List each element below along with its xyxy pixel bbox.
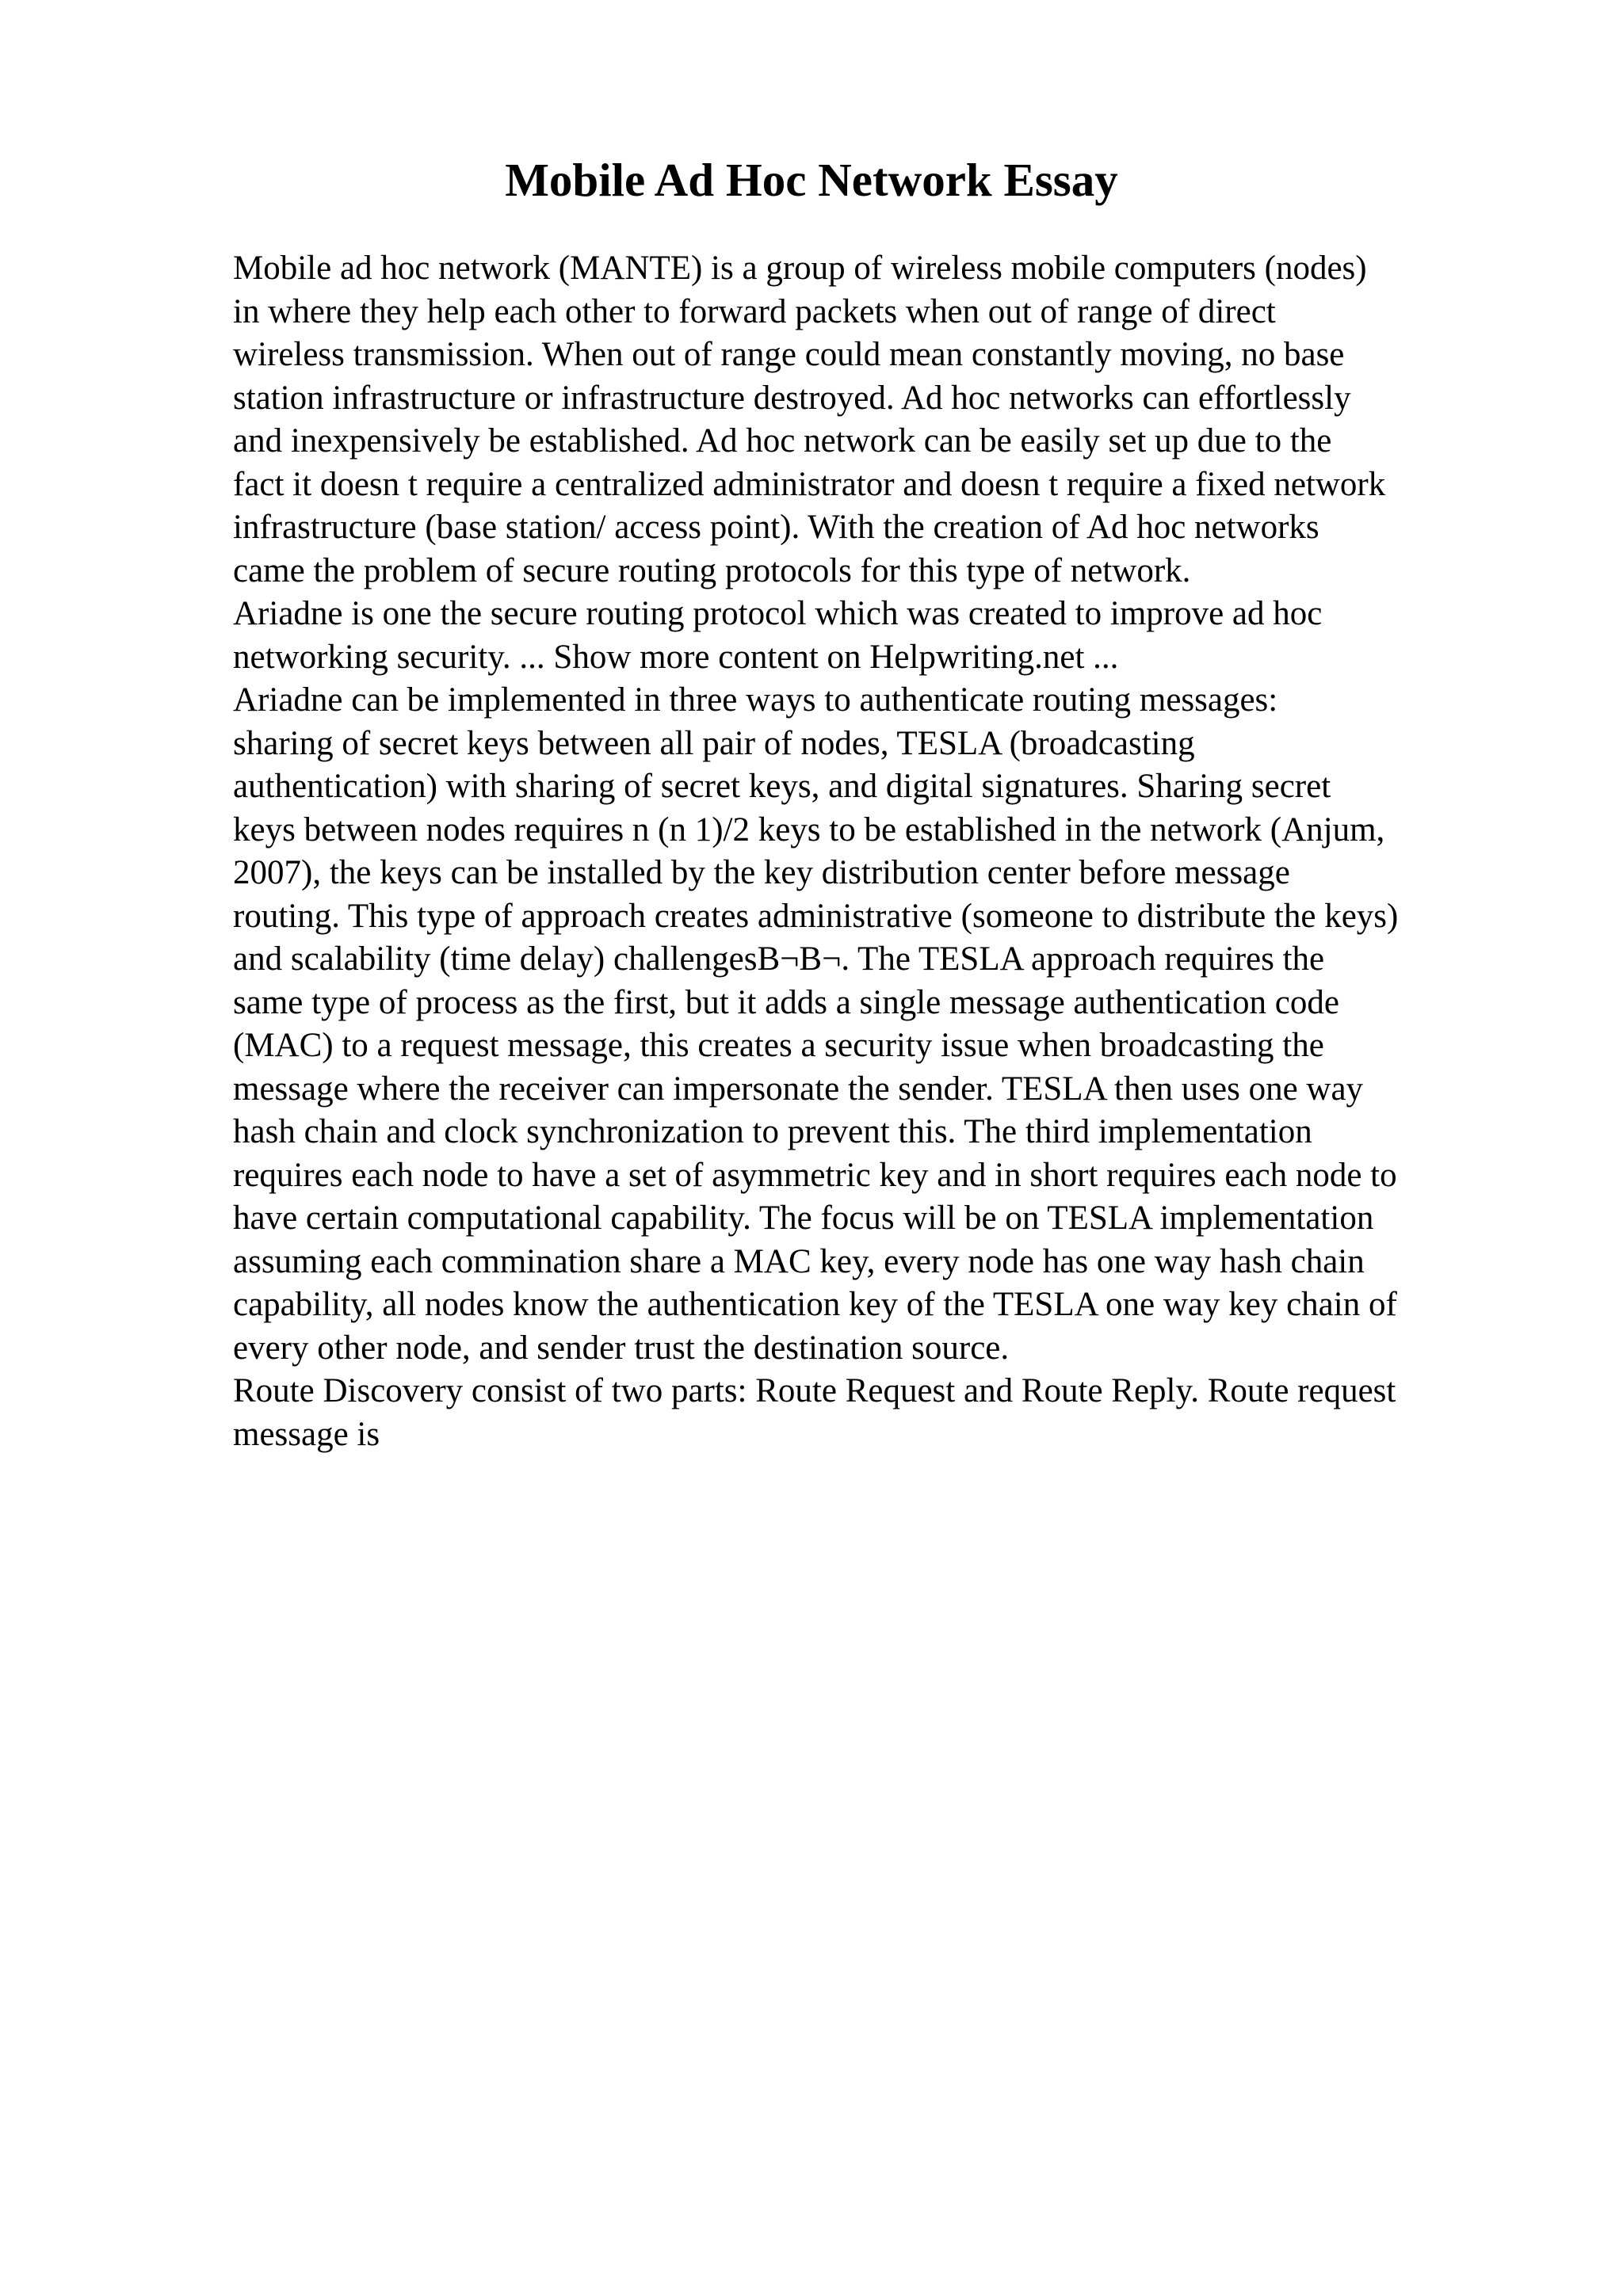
text-line: authentication) with sharing of secret keys, and digital signatures. Sharing secret bbox=[233, 768, 1331, 805]
text-line: came the problem of secure routing protocols for this type of network. bbox=[233, 551, 1191, 589]
text-line: Mobile ad hoc network (MANTE) is a group of wireless mobile computers (nodes) bbox=[233, 250, 1367, 287]
text-line: in where they help each other to forward packets when out of range of direct bbox=[233, 292, 1276, 330]
text-line: 2007), the keys can be installed by the key distribution center before message bbox=[233, 854, 1290, 891]
document-body bbox=[233, 247, 1596, 1456]
text-line: capability, all nodes know the authentication key of the TESLA one way key chain of bbox=[233, 1286, 1397, 1323]
text-line: message where the receiver can impersonate the sender. TESLA then uses one way bbox=[233, 1070, 1364, 1108]
text-line: requires each node to have a set of asymmetric key and in short requires each node to bbox=[233, 1156, 1397, 1194]
text-line: keys between nodes requires n (n 1)/2 keys to be established in the network (Anjum, bbox=[233, 810, 1385, 849]
text-line: (MAC) to a request message, this creates a security issue when broadcasting the bbox=[233, 1027, 1324, 1064]
document-title: Mobile Ad Hoc Network Essay bbox=[505, 154, 1118, 206]
text-line: fact it doesn t require a centralized administrator and doesn t require a fixed network bbox=[233, 465, 1386, 503]
text-line: message is bbox=[233, 1415, 380, 1453]
text-line: station infrastructure or infrastructure destroyed. Ad hoc networks can effortlessly bbox=[233, 379, 1351, 417]
text-line: sharing of secret keys between all pair of nodes, TESLA (broadcasting bbox=[233, 724, 1195, 762]
text-line: infrastructure (base station/ access point). With the creation of Ad hoc networks bbox=[233, 509, 1319, 546]
text-line: have certain computational capability. The focus will be on TESLA implementation bbox=[233, 1199, 1374, 1237]
text-line: routing. This type of approach creates administrative (someone to distribute the keys) bbox=[233, 897, 1399, 935]
text-line: assuming each commination share a MAC key, every node has one way hash chain bbox=[233, 1242, 1365, 1280]
text-line: and scalability (time delay) challengesB¬B¬. The TESLA approach requires the bbox=[233, 940, 1325, 978]
text-line: same type of process as the first, but it adds a single message authentication code bbox=[233, 983, 1339, 1021]
text-line: every other node, and sender trust the destination source. bbox=[233, 1329, 1010, 1367]
text-line: Ariadne is one the secure routing protocol which was created to improve ad hoc bbox=[233, 595, 1323, 632]
text-line: wireless transmission. When out of range could mean constantly moving, no base bbox=[233, 336, 1345, 373]
text-line: networking security. ... Show more content on Helpwriting.net ... bbox=[233, 638, 1119, 676]
text-line: and inexpensively be established. Ad hoc network can be easily set up due to the bbox=[233, 422, 1332, 460]
text-line: Ariadne can be implemented in three ways to authenticate routing messages: bbox=[233, 681, 1278, 719]
text-line: hash chain and clock synchronization to prevent this. The third implementation bbox=[233, 1113, 1312, 1150]
text-line: Route Discovery consist of two parts: Route Request and Route Reply. Route request bbox=[233, 1372, 1396, 1409]
